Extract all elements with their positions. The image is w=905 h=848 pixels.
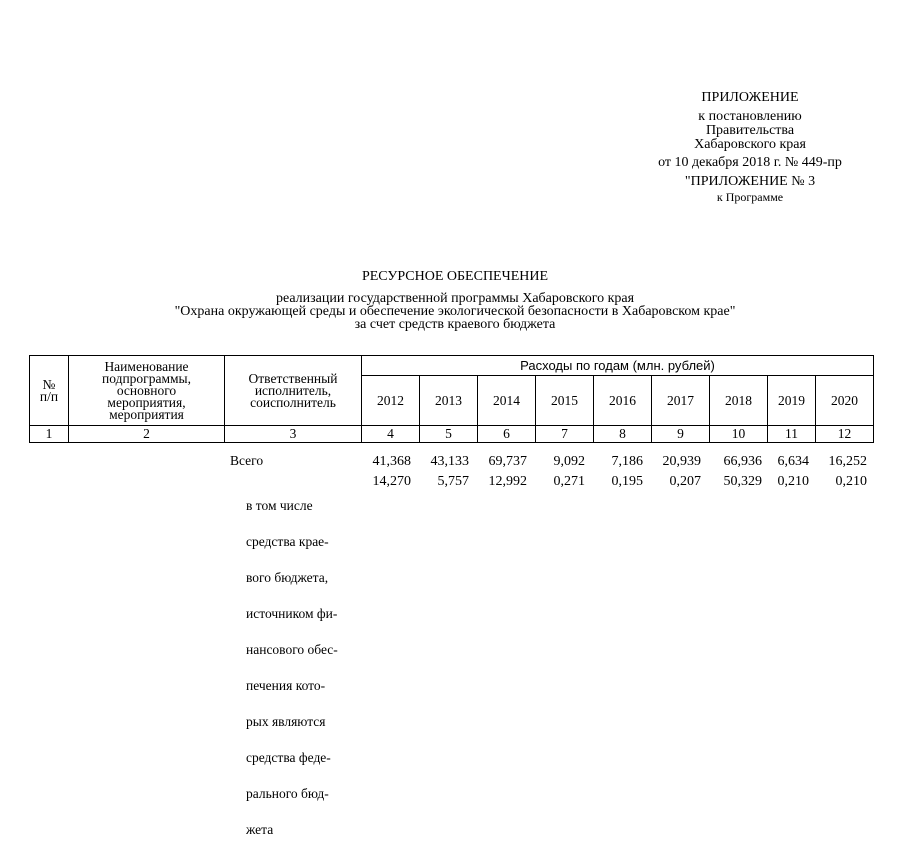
appendix-title: ПРИЛОЖЕНИЕ	[701, 90, 799, 105]
resource-table	[29, 355, 874, 443]
document-title: РЕСУРСНОЕ ОБЕСПЕЧЕНИЕ	[361, 269, 549, 284]
header-line-2: Правительства	[705, 123, 795, 138]
year-2016: 2016	[594, 376, 652, 426]
header-cell-expenses: Расходы по годам (млн. рублей)	[362, 356, 874, 376]
included-value-2018: 50,329	[723, 474, 762, 489]
included-value-2012: 14,270	[372, 474, 411, 489]
included-value-2015: 0,271	[553, 474, 585, 489]
document-subtitle-3: за счет средств краевого бюджета	[354, 317, 556, 332]
column-number: 7	[536, 426, 594, 443]
total-value-2018: 66,936	[723, 454, 762, 469]
header-cell-name: Наименование подпрограммы, основного мероприятия, мероприятия	[69, 356, 225, 426]
column-number: 6	[478, 426, 536, 443]
column-number: 3	[225, 426, 362, 443]
included-value-2017: 0,207	[669, 474, 701, 489]
header-cell-number: № п/п	[30, 356, 69, 426]
total-value-2017: 20,939	[662, 454, 701, 469]
total-value-2014: 69,737	[488, 454, 527, 469]
included-row-label: в том числе средства крае- вого бюджета, источником фи- нансового обес- печения кото- рых являются средства феде- рального бюд- жета	[246, 498, 338, 837]
year-2019: 2019	[768, 376, 816, 426]
document-subtitle-1: реализации государственной программы Хабаровского края	[275, 291, 635, 306]
included-value-2014: 12,992	[488, 474, 527, 489]
header-line-5: "ПРИЛОЖЕНИЕ № 3	[684, 174, 816, 189]
included-value-2013: 5,757	[437, 474, 469, 489]
header-line-6: к Программе	[716, 190, 784, 204]
included-value-2019: 0,210	[777, 474, 809, 489]
total-value-2012: 41,368	[372, 454, 411, 469]
column-number: 5	[420, 426, 478, 443]
year-2012: 2012	[362, 376, 420, 426]
header-cell-executor: Ответственный исполнитель, соисполнитель	[225, 356, 362, 426]
header-line-4: от 10 декабря 2018 г. № 449-пр	[658, 155, 842, 170]
year-2017: 2017	[652, 376, 710, 426]
header-line-1: к постановлению	[698, 109, 802, 124]
column-number: 9	[652, 426, 710, 443]
year-2014: 2014	[478, 376, 536, 426]
column-number: 4	[362, 426, 420, 443]
year-2015: 2015	[536, 376, 594, 426]
year-2013: 2013	[420, 376, 478, 426]
column-number: 2	[69, 426, 225, 443]
total-value-2019: 6,634	[777, 454, 809, 469]
total-value-2013: 43,133	[430, 454, 469, 469]
column-number: 1	[30, 426, 69, 443]
included-value-2016: 0,195	[611, 474, 643, 489]
included-value-2020: 0,210	[835, 474, 867, 489]
column-number: 12	[816, 426, 874, 443]
column-number: 10	[710, 426, 768, 443]
total-value-2015: 9,092	[553, 454, 585, 469]
column-number: 11	[768, 426, 816, 443]
document-subtitle-2: "Охрана окружающей среды и обеспечение экологической безопасности в Хабаровском крае"	[174, 304, 736, 319]
column-number: 8	[594, 426, 652, 443]
header-line-3: Хабаровского края	[694, 137, 806, 152]
year-2020: 2020	[816, 376, 874, 426]
total-value-2020: 16,252	[828, 454, 867, 469]
total-value-2016: 7,186	[611, 454, 643, 469]
total-row-label: Всего	[230, 453, 264, 468]
year-2018: 2018	[710, 376, 768, 426]
